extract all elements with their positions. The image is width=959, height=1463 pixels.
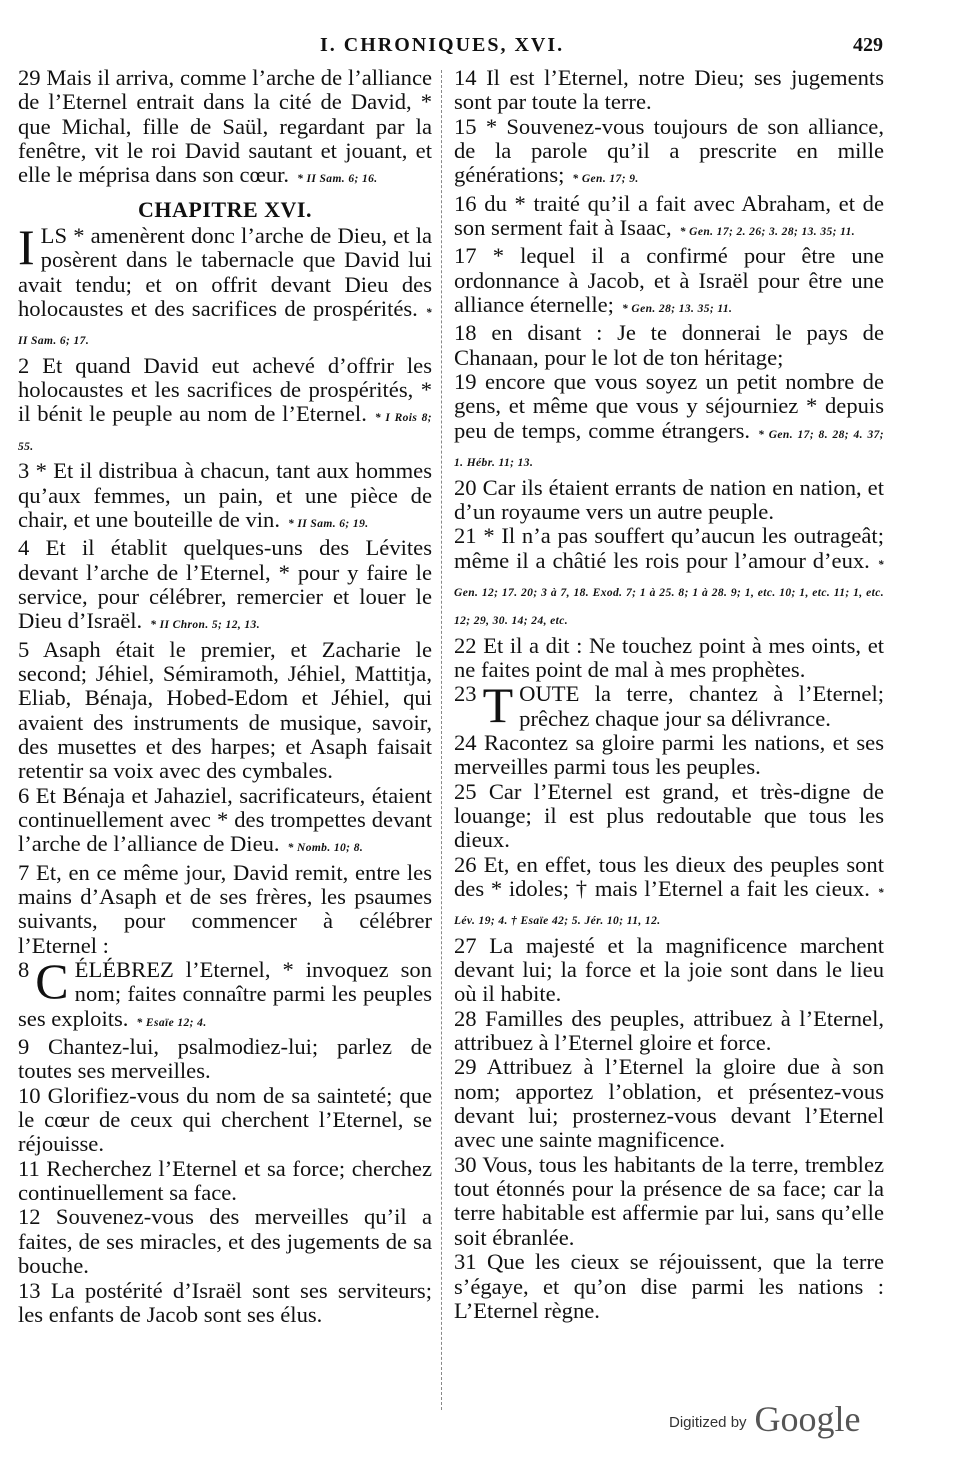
drop-cap: T (482, 677, 514, 734)
column-divider (441, 70, 442, 1410)
cross-reference: * II Sam. 6; 16. (297, 173, 378, 186)
verse-paragraph (18, 1279, 432, 1328)
verse-text: 28 Familles des peuples, attribuez à l’Eternel, attribuez à l’Eternel gloire et force. (454, 1005, 884, 1056)
verse-paragraph (454, 115, 884, 192)
verse-text: 31 Que les cieux se réjouissent, que la terre s’égaye, et qu’on dise parmi les nations : L’Eternel règne. (454, 1249, 884, 1323)
verse-paragraph (454, 731, 884, 780)
verse-paragraph (18, 861, 432, 958)
verse-text: 27 La majesté et la magnificence marchent devant lui; la force et la joie sont dans le lieu où il habite. (454, 932, 884, 1007)
verse-paragraph (18, 459, 432, 536)
cross-reference: * Gen. 12; 17. 20; 3 à 7, 18. Exod. 7; 1 à 25. 8; 1 à 28. 9; 1, etc. 10; 1, etc. 11; 1, etc. 12; 29, 30. 14; 24, etc. (454, 558, 884, 628)
verse-text: 13 La postérité d’Israël sont ses serviteurs; les enfants de Jacob sont ses élus. (18, 1277, 432, 1327)
left-column (18, 66, 432, 1327)
verse-text: 29 Mais il arriva, comme l’arche de l’alliance de l’Eternel entrait dans la cité de David, * que Michal, fille de Saül, regardant par la fenêtre, vit le roi David sautant et jouant, et elle le méprisa dans son cœur. (18, 65, 432, 188)
cross-reference: * Gen. 17; 8. 28; 4. 37; 1. Hébr. 11; 13. (454, 428, 884, 470)
running-header (0, 34, 959, 62)
cross-reference: * Gen. 17; 2. 26; 3. 28; 13. 35; 11. (679, 226, 856, 239)
verse-text: 17 * lequel il a confirmé pour être une ordonnance à Jacob, et à Israël pour être une alliance éternelle; (454, 243, 884, 318)
verse-paragraph (454, 321, 884, 370)
verse-text: 4 Et il établit quelques-uns des Lévites devant l’arche de l’Eternel, * pour y faire le service, pour célébrer, remercier et louer le Dieu d’Israël. (18, 535, 432, 634)
verse-text: 15 * Souvenez-vous toujours de son alliance, de la parole qu’il a prescrite en mille générations; (454, 113, 884, 188)
verse-text: 14 Il est l’Eternel, notre Dieu; ses jugements sont par toute la terre. (454, 65, 884, 115)
digitization-footer (669, 1398, 861, 1438)
verse-text: 5 Asaph était le premier, et Zacharie le second; Jéhiel, Sémiramoth, Jéhiel, Mattitja, Eliab, Bénaja, Hobed-Edom et Jéhiel, qui avaient des instruments de musique, savoir, des musettes et des harpes; et Asaph faisait retentir sa voix avec des cymbales. (18, 636, 432, 784)
verse-text: 12 Souvenez-vous des merveilles qu’il a faites, de ses miracles, et des jugements de sa bouche. (18, 1204, 432, 1279)
verse-paragraph (454, 1055, 884, 1152)
verse-paragraph (18, 1205, 432, 1278)
verse-paragraph (454, 1250, 884, 1323)
verse-text: 6 Et Bénaja et Jahaziel, sacrificateurs, étaient continuellement avec * des trompettes devant l’arche de l’alliance de Dieu. (18, 782, 432, 857)
verse-text: 7 Et, en ce même jour, David remit, entre les mains d’Asaph et de ses frères, les psaumes suivants, pour commencer à célébrer l’Eternel : (18, 859, 432, 958)
cross-reference: * Gen. 28; 13. 35; 11. (621, 303, 733, 316)
verse-number: 23 (454, 681, 477, 707)
page-number: 429 (853, 34, 883, 56)
verse-text: 30 Vous, tous les habitants de la terre, tremblez tout étonnés pour la présence de sa face; car la terre habitable est affermie par lui, sans qu’elle soit ébranlée. (454, 1151, 884, 1250)
cross-reference: * II Chron. 5; 12, 13. (150, 619, 260, 632)
verse-paragraph (18, 1035, 432, 1084)
verse-dropcap-paragraph (18, 219, 432, 354)
verse-text: 29 Attribuez à l’Eternel la gloire due à son nom; apportez l’oblation, et présentez-vous devant lui; prosternez-vous devant l’Eternel avec une sainte magnificence. (454, 1054, 884, 1153)
verse-text: 3 * Et il distribua à chacun, tant aux hommes qu’aux femmes, un pain, et une pièce de chair, et une bouteille de vin. (18, 458, 432, 532)
verse-text: 16 du * traité qu’il a fait avec Abraham, et de son serment fait à Isaac, (454, 190, 884, 241)
verse-text: 18 en disant : Je te donnerai le pays de Chanaan, pour le lot de ton héritage; (454, 320, 884, 370)
cross-reference: * I Rois 8; 55. (18, 412, 432, 453)
cross-reference: * Nomb. 10; 8. (287, 842, 364, 855)
verse-paragraph (454, 780, 884, 853)
verse-paragraph (454, 192, 884, 245)
verse-paragraph (18, 536, 432, 637)
cross-reference: * Gen. 17; 9. (572, 173, 639, 186)
verse-text: 11 Recherchez l’Eternel et sa force; cherchez continuellement sa face. (18, 1155, 432, 1206)
verse-paragraph (18, 1157, 432, 1206)
verse-paragraph (18, 354, 432, 459)
verse-text: 2 Et quand David eut achevé d’offrir les holocaustes et les sacrifices de prospérités, * il bénit le peuple au nom de l’Eternel. (18, 352, 432, 427)
verse-text: 25 Car l’Eternel est grand, et très-digne de louange; il est plus redoutable que tous les dieux. (454, 778, 884, 853)
verse-paragraph (454, 370, 884, 475)
verse-text: OUTE la terre, chantez à l’Eternel; prêchez chaque jour sa délivrance. (519, 681, 884, 731)
verse-dropcap-paragraph (18, 953, 432, 1035)
cross-reference: * Lév. 19; 4. † Esaïe 42; 5. Jér. 10; 11, 12. (454, 887, 884, 928)
google-logo: Google (754, 1399, 861, 1439)
verse-paragraph (454, 1007, 884, 1056)
cross-reference: * Esaïe 12; 4. (136, 1016, 207, 1029)
verse-dropcap-paragraph (454, 677, 884, 734)
right-column (454, 66, 884, 1323)
cross-reference: * II Sam. 6; 17. (18, 307, 432, 348)
verse-paragraph (454, 1153, 884, 1250)
cross-reference: * II Sam. 6; 19. (287, 517, 369, 530)
verse-paragraph (18, 66, 432, 192)
verse-text: 10 Glorifiez-vous du nom de sa sainteté; que le cœur de ceux qui cherchent l’Eternel, se réjouisse. (18, 1082, 432, 1157)
verse-text: 21 * Il n’a pas souffert qu’aucun les outrageât; même il a châtié les rois pour l’amour d’eux. (454, 523, 884, 573)
verse-text: 20 Car ils étaient errants de nation en nation, et d’un royaume vers un autre peuple. (454, 474, 884, 524)
running-title: I. CHRONIQUES, XVI. (320, 34, 565, 56)
verse-text: LS * amenèrent donc l’arche de Dieu, et la posèrent dans le tabernacle que David lui avait tendu; et on offrit devant Dieu des holocaustes et des sacrifices de prospérités. (18, 223, 432, 322)
verse-paragraph (454, 476, 884, 525)
verse-text: 24 Racontez sa gloire parmi les nations, et ses merveilles parmi tous les peuples. (454, 729, 884, 780)
verse-paragraph (18, 638, 432, 784)
drop-cap: C (35, 953, 69, 1010)
verse-text: 19 encore que vous soyez un petit nombre de gens, et même que vous y séjourniez * depuis peu de temps, comme étrangers. (454, 369, 884, 443)
digitized-by-text: Digitized by (669, 1414, 747, 1431)
verse-text: 22 Et il a dit : Ne touchez point à mes oints, et ne faites point de mal à mes prophètes. (454, 632, 884, 682)
verse-paragraph (454, 934, 884, 1007)
verse-paragraph (18, 1084, 432, 1157)
verse-paragraph (454, 244, 884, 321)
verse-paragraph (454, 524, 884, 633)
verse-text: 26 Et, en effet, tous les dieux des peuples sont des * idoles; † mais l’Eternel a fait les cieux. (454, 851, 884, 901)
verse-text: ÉLÉBREZ l’Eternel, * invoquez son nom; faites connaître parmi les peuples ses exploits. (18, 957, 432, 1031)
chapter-heading: CHAPITRE XVI. (138, 196, 312, 222)
verse-paragraph (454, 66, 884, 115)
verse-text: 9 Chantez-lui, psalmodiez-lui; parlez de toutes ses merveilles. (18, 1034, 432, 1084)
verse-paragraph (18, 784, 432, 861)
verse-paragraph (454, 634, 884, 683)
verse-paragraph (454, 853, 884, 934)
drop-cap: I (18, 219, 35, 276)
verse-number: 8 (18, 957, 30, 983)
